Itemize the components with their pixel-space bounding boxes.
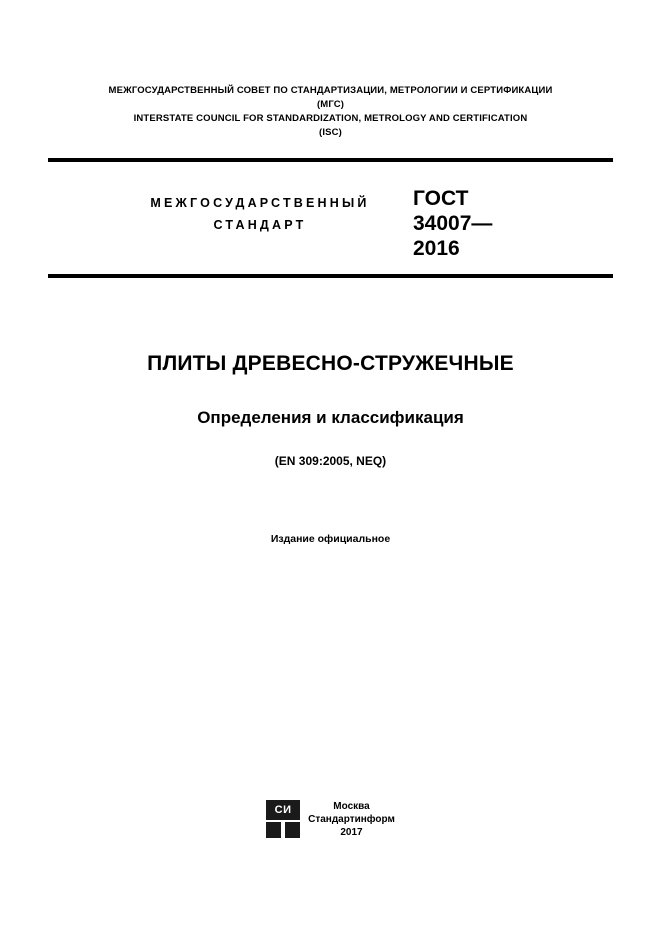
publisher-year: 2017 xyxy=(340,827,363,838)
logo-text: СИ xyxy=(274,804,292,816)
council-abbr-ru: (МГС) xyxy=(316,99,345,110)
standard-type xyxy=(110,192,410,236)
divider-top xyxy=(48,158,613,162)
standard-designation-line2: 34007— xyxy=(413,212,493,235)
standard-designation-line1: ГОСТ xyxy=(413,187,469,210)
document-edition-note: Издание официальное xyxy=(270,533,391,545)
council-header xyxy=(48,84,613,140)
document-title: ПЛИТЫ ДРЕВЕСНО-СТРУЖЕЧНЫЕ xyxy=(147,352,514,375)
document-reference: (EN 309:2005, NEQ) xyxy=(274,454,387,468)
council-abbr-en: (ISC) xyxy=(319,127,342,138)
page-content xyxy=(48,0,613,936)
document-subtitle: Определения и классификация xyxy=(197,408,464,427)
standard-type-line1: МЕЖГОСУДАРСТВЕННЫЙ xyxy=(150,196,370,210)
standard-header-row xyxy=(48,186,613,264)
standartinform-logo-icon xyxy=(266,800,300,838)
council-line-ru: МЕЖГОСУДАРСТВЕННЫЙ СОВЕТ ПО СТАНДАРТИЗАЦИИ, МЕТРОЛОГИИ И СЕРТИФИКАЦИИ xyxy=(108,85,553,96)
publisher-city: Москва xyxy=(333,801,370,812)
standard-type-line2: СТАНДАРТ xyxy=(213,218,307,232)
standard-designation xyxy=(413,186,603,261)
publisher-text xyxy=(308,796,395,839)
divider-bottom xyxy=(48,274,613,278)
council-line-en: INTERSTATE COUNCIL FOR STANDARDIZATION, METROLOGY AND CERTIFICATION xyxy=(133,113,528,124)
standard-designation-line3: 2016 xyxy=(413,237,460,260)
publisher-block xyxy=(48,796,613,839)
publisher-name: Стандартинформ xyxy=(308,814,395,825)
